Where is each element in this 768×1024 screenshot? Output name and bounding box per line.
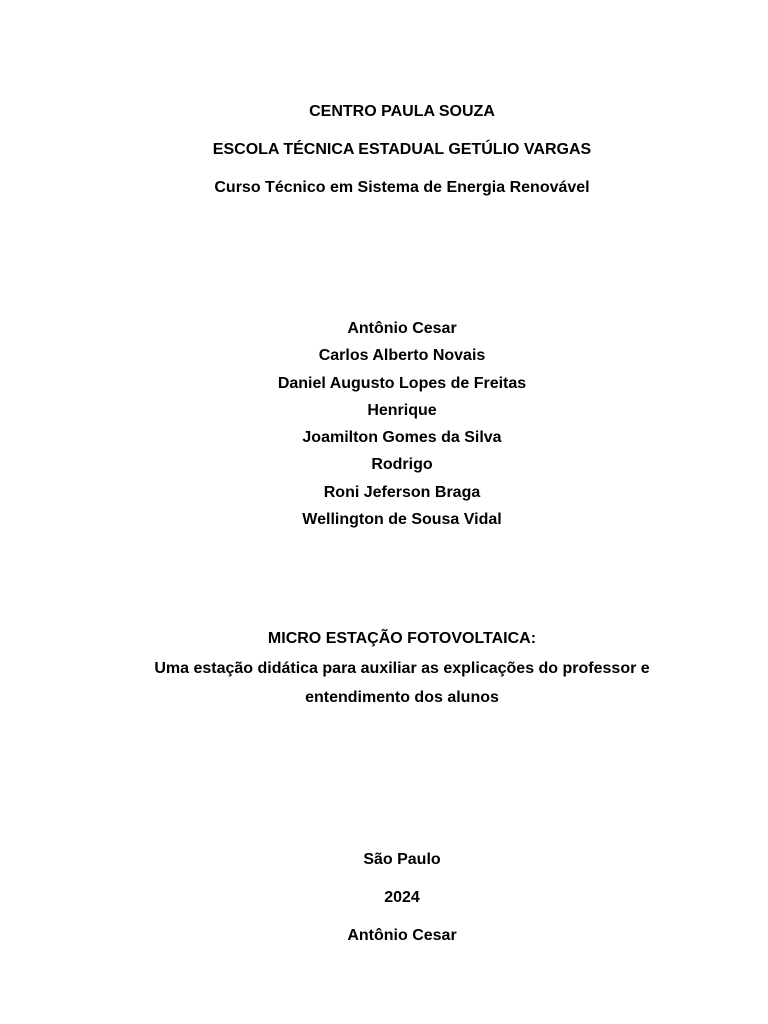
author-name: Rodrigo bbox=[371, 456, 433, 474]
year: 2024 bbox=[384, 889, 420, 906]
school-name: ESCOLA TÉCNICA ESTADUAL GETÚLIO VARGAS bbox=[212, 141, 592, 158]
author-name: Antônio Cesar bbox=[347, 320, 457, 337]
author-name: Joamilton Gomes da Silva bbox=[302, 429, 502, 447]
author-name: Daniel Augusto Lopes de Freitas bbox=[277, 374, 527, 392]
work-title-block bbox=[0, 624, 768, 713]
author-list bbox=[0, 318, 768, 536]
city: São Paulo bbox=[363, 851, 441, 868]
author-name: Wellington de Sousa Vidal bbox=[302, 511, 502, 529]
author-name: Henrique bbox=[367, 401, 437, 419]
author-name: Carlos Alberto Novais bbox=[318, 347, 486, 365]
work-subtitle-line: entendimento dos alunos bbox=[305, 689, 499, 706]
work-subtitle-line: Uma estação didática para auxiliar as explicações do professor e bbox=[154, 659, 650, 677]
course-name: Curso Técnico em Sistema de Energia Renovável bbox=[214, 179, 590, 196]
work-title: MICRO ESTAÇÃO FOTOVOLTAICA: bbox=[267, 630, 537, 647]
author-name: Roni Jeferson Braga bbox=[323, 483, 481, 501]
institution-name: CENTRO PAULA SOUZA bbox=[309, 103, 495, 120]
footer-author: Antônio Cesar bbox=[347, 927, 457, 944]
